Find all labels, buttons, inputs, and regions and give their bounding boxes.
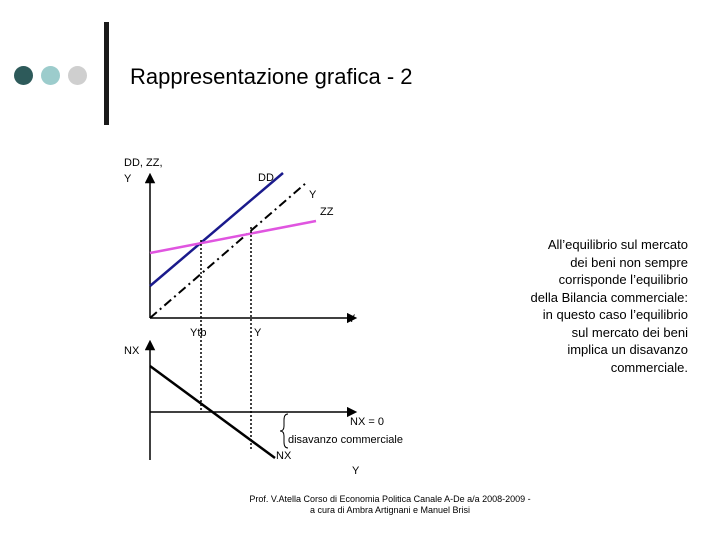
- explanation-line: corrisponde l’equilibrio: [558, 272, 688, 287]
- zz-label: ZZ: [320, 206, 334, 218]
- explanation-line: implica un disavanzo: [567, 342, 688, 357]
- deficit-label: disavanzo commerciale: [288, 434, 403, 446]
- dd-line: [150, 173, 283, 286]
- y-45-label: Y: [309, 189, 317, 201]
- deficit-brace: [280, 414, 288, 448]
- explanation-line: All’equilibrio sul mercato: [547, 237, 688, 252]
- footer-line: Prof. V.Atella Corso di Economia Politica Canale A-De a/a 2008-2009 -: [249, 494, 531, 504]
- explanation-line: della Bilancia commerciale:: [530, 289, 688, 305]
- page-title: Rappresentazione grafica - 2: [130, 64, 413, 89]
- lower-x-axis-label: Y: [352, 465, 360, 477]
- zz-line: [150, 221, 316, 253]
- y-45-degree-line: [150, 183, 306, 318]
- footer-line: a cura di Ambra Artignani e Manuel Brisi: [309, 505, 471, 515]
- dd-label: DD: [258, 172, 274, 184]
- explanation-line: sul mercato dei beni: [571, 324, 688, 340]
- ytb-label: Ytb: [190, 327, 207, 339]
- y-axis-label-line2: Y: [124, 173, 132, 185]
- upper-x-axis-label: Y: [348, 313, 356, 325]
- y-equilibrium-label: Y: [254, 327, 262, 339]
- nx-zero-label: NX = 0: [350, 416, 384, 428]
- y-axis-label-line1: DD, ZZ,: [124, 157, 163, 169]
- explanation-line: in questo caso l’equilibrio: [542, 307, 688, 322]
- explanation-line: dei beni non sempre: [570, 254, 688, 270]
- explanation-text: [448, 236, 688, 376]
- footer: [160, 494, 620, 516]
- explanation-line: commerciale.: [610, 359, 688, 375]
- nx-curve-label: NX: [276, 450, 292, 462]
- nx-axis-label: NX: [124, 345, 140, 357]
